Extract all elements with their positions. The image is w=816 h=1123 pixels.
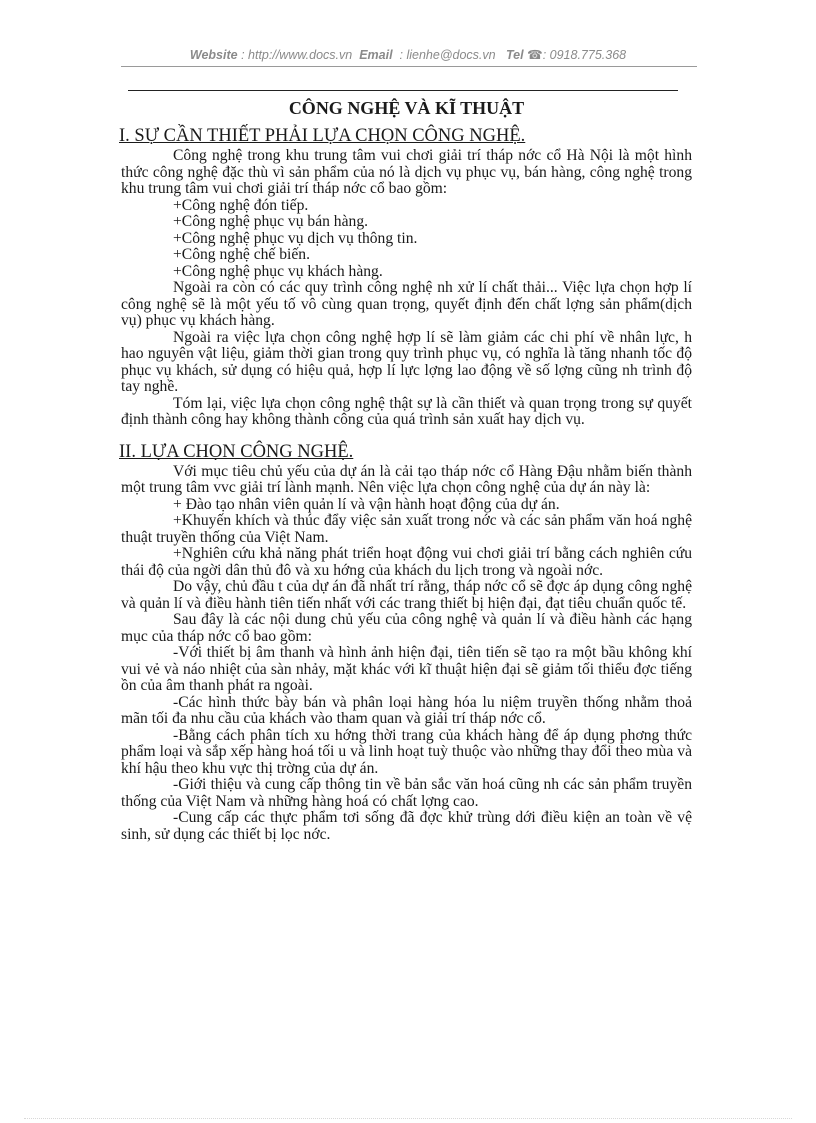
paragraph: Tóm lại, việc lựa chọn công nghệ thật sự là cần thiết và quan trọng trong sự quyết định thành công hay không thành công của quá trình sản xuất hay dịch vụ.	[121, 394, 692, 428]
website-value: : http://www.docs.vn	[241, 48, 353, 62]
list-item: + Đào tạo nhân viên quản lí và vận hành hoạt động của dự án.	[173, 495, 560, 513]
paragraph: Ngoài ra việc lựa chọn công nghệ hợp lí sẽ làm giảm các chi phí về nhân lực, h hao nguyên vật liệu, giảm thời gian trong quy trình phục vụ, có nghĩa là tăng nhanh tốc độ phục vụ khách, sử dụng có hiệu quả, hợp lí lực lợng lao động về số lợng cũng nh trình độ tay nghề.	[121, 328, 692, 395]
list-item: +Công nghệ đón tiếp.	[173, 196, 309, 214]
document-body	[121, 96, 692, 843]
paragraph: Với mục tiêu chủ yếu của dự án là cải tạo tháp nớc cổ Hàng Đậu nhằm biến thành một trung tâm vvc giải trí lành mạnh. Nên việc lựa chọn công nghệ của dự án này là:	[121, 462, 692, 496]
paragraph: Công nghệ trong khu trung tâm vui chơi giải trí tháp nớc cổ Hà Nội là một hình thức công nghệ đặc thù vì sản phẩm của nó là dịch vụ phục vụ, bán hàng, công nghệ trong khu trung tâm vui chơi giải trí tháp nớc cổ bao gồm:	[121, 147, 692, 197]
paragraph: Ngoài ra còn có các quy trình công nghệ nh xử lí chất thải... Việc lựa chọn hợp lí công nghệ sẽ là một yếu tố vô cùng quan trọng, quyết định đến chất lợng sản phẩm(dịch vụ) phục vụ khách hàng.	[121, 279, 692, 329]
page-header	[0, 47, 816, 62]
footer-divider	[24, 1118, 792, 1119]
tel-label: Tel	[506, 48, 524, 62]
email-label: Email	[359, 48, 393, 62]
paragraph: Sau đây là các nội dung chủ yếu của công nghệ và quản lí và điều hành các hạng mục của tháp nớc cổ bao gồm:	[121, 611, 692, 645]
list-item: +Công nghệ chế biến.	[173, 246, 310, 263]
list-item: +Công nghệ phục vụ dịch vụ thông tin.	[173, 229, 418, 247]
email-value: : lienhe@docs.vn	[399, 48, 496, 62]
list-item: +Công nghệ phục vụ khách hàng.	[173, 262, 383, 280]
paragraph: Do vậy, chủ đầu t của dự án đã nhất trí rằng, tháp nớc cổ sẽ đợc áp dụng công nghệ và quản lí và điều hành tiên tiến nhất với các trang thiết bị hiện đại, đạt tiêu chuẩn quốc tế.	[121, 578, 692, 612]
top-divider	[128, 90, 678, 91]
tel-value: : 0918.775.368	[542, 48, 627, 62]
section-heading-1: I. SỰ CẦN THIẾT PHẢI LỰA CHỌN CÔNG NGHỆ.	[119, 126, 526, 146]
list-item: -Bằng cách phân tích xu hớng thời trang của khách hàng để áp dụng phơng thức phẩm loại và sắp xếp hàng hoá tối u và linh hoạt tuỳ thuộc vào những thay đổi theo mùa và khí hậu theo khu vực thị trờng của dự án.	[121, 726, 692, 777]
header-divider	[121, 66, 697, 67]
phone-icon: ☎	[527, 48, 543, 62]
website-label: Website	[189, 48, 238, 62]
list-item: +Nghiên cứu khả năng phát triển hoạt động vui chơi giải trí bằng cách nghiên cứu thái độ của ngời dân thủ đô và xu hớng của khách du lịch trong và ngoài nớc.	[121, 545, 692, 579]
list-item: -Các hình thức bày bán và phân loại hàng hóa lu niệm truyền thống nhằm thoả mãn tối đa nhu cầu của khách vào tham quan và giải trí tháp nớc cổ.	[121, 693, 692, 727]
list-item: -Với thiết bị âm thanh và hình ảnh hiện đại, tiên tiến sẽ tạo ra một bầu không khí vui vẻ và náo nhiệt của sàn nhảy, mặt khác với kĩ thuật hiện đại sẽ giảm tối thiểu đợc tiếng ồn của âm thanh phát ra ngoài.	[121, 644, 692, 694]
list-item: -Cung cấp các thực phẩm tơi sống đã đợc khử trùng dới điều kiện an toàn về vệ sinh, sử dụng các thiết bị lọc nớc.	[121, 809, 692, 843]
list-item: -Giới thiệu và cung cấp thông tin về bản sắc văn hoá cũng nh các sản phẩm truyền thống của Việt Nam và những hàng hoá có chất lợng cao.	[121, 776, 692, 810]
document-title: CÔNG NGHỆ VÀ KĨ THUẬT	[288, 98, 525, 118]
section-heading-2: II. LỰA CHỌN CÔNG NGHỆ.	[119, 441, 354, 462]
list-item: +Khuyến khích và thúc đẩy việc sản xuất trong nớc và các sản phẩm văn hoá nghệ thuật truyền thống của Việt Nam.	[121, 512, 692, 546]
list-item: +Công nghệ phục vụ bán hàng.	[173, 213, 369, 230]
